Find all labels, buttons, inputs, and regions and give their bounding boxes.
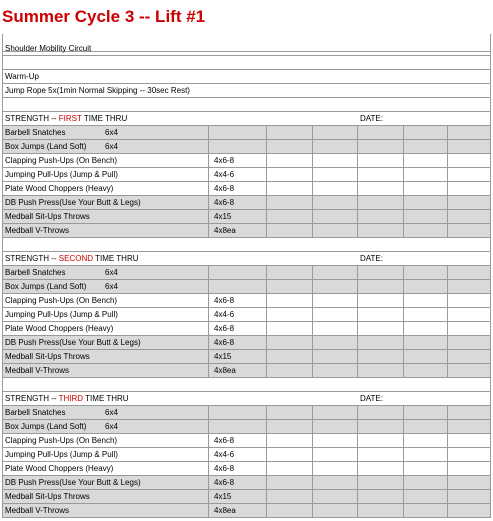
log-cell-2[interactable] <box>313 140 358 154</box>
log-cell-1[interactable] <box>267 210 313 224</box>
log-cell-3[interactable] <box>358 182 404 196</box>
exercise-sets-reps: 6x4 <box>105 422 118 431</box>
exercise-name-cell[interactable] <box>2 462 209 476</box>
log-cell-3[interactable] <box>358 140 404 154</box>
log-cell-2[interactable] <box>313 434 358 448</box>
exercise-name: Medball Sit-Ups Throws <box>5 352 90 361</box>
log-cell-3[interactable] <box>358 406 404 420</box>
log-cell-4[interactable] <box>404 420 448 434</box>
log-cell-2[interactable] <box>313 350 358 364</box>
log-cell-3[interactable] <box>358 154 404 168</box>
blank-row-3-cell[interactable] <box>2 98 491 112</box>
log-cell-1[interactable] <box>267 350 313 364</box>
log-cell-1[interactable] <box>267 266 313 280</box>
log-cell-4[interactable] <box>404 266 448 280</box>
section-suffix: TIME THRU <box>81 114 128 123</box>
log-cell-5[interactable] <box>448 336 491 350</box>
exercise-name-cell[interactable] <box>2 168 209 182</box>
sets-reps-cell[interactable] <box>209 140 267 154</box>
log-cell-1[interactable] <box>267 126 313 140</box>
exercise-name-cell[interactable] <box>2 140 209 154</box>
exercise-name: Medball V-Throws <box>5 506 70 515</box>
log-cell-1[interactable] <box>267 336 313 350</box>
exercise-row <box>2 322 491 336</box>
log-cell-1[interactable] <box>267 168 313 182</box>
exercise-row <box>2 336 491 350</box>
exercise-sets-reps: 4x6-8 <box>214 184 235 193</box>
log-cell-4[interactable] <box>404 210 448 224</box>
log-cell-4[interactable] <box>404 504 448 518</box>
log-cell-1[interactable] <box>267 476 313 490</box>
log-cell-3[interactable] <box>358 266 404 280</box>
section-header-2 <box>2 252 491 266</box>
exercise-row <box>2 140 491 154</box>
log-cell-5[interactable] <box>448 308 491 322</box>
log-cell-3[interactable] <box>358 210 404 224</box>
exercise-name: Clapping Push-Ups (On Bench) <box>5 156 118 165</box>
exercise-name-cell[interactable] <box>2 280 209 294</box>
log-cell-5[interactable] <box>448 196 491 210</box>
jump-rope-row <box>2 84 491 98</box>
log-cell-2[interactable] <box>313 294 358 308</box>
section-label <box>5 392 129 406</box>
log-cell-5[interactable] <box>448 434 491 448</box>
log-cell-3[interactable] <box>358 490 404 504</box>
exercise-name: Barbell Snatches <box>5 128 66 137</box>
log-cell-5[interactable] <box>448 294 491 308</box>
log-cell-2[interactable] <box>313 308 358 322</box>
exercise-name: Box Jumps (Land Soft) <box>5 142 87 151</box>
log-cell-2[interactable] <box>313 154 358 168</box>
log-cell-4[interactable] <box>404 280 448 294</box>
exercise-name: Medball Sit-Ups Throws <box>5 212 90 221</box>
exercise-name-cell[interactable] <box>2 126 209 140</box>
section-number: SECOND <box>58 254 94 263</box>
exercise-name-cell[interactable] <box>2 420 209 434</box>
exercise-row <box>2 434 491 448</box>
section-header-cell[interactable] <box>2 392 491 406</box>
exercise-row <box>2 154 491 168</box>
exercise-sets-reps: 4x6-8 <box>214 156 235 165</box>
log-cell-2[interactable] <box>313 196 358 210</box>
exercise-sets-reps: 4x6-8 <box>214 198 235 207</box>
shoulder-mobility-row-text: Shoulder Mobility Circuit <box>5 44 92 53</box>
log-cell-4[interactable] <box>404 224 448 238</box>
section-label <box>5 112 127 126</box>
log-cell-1[interactable] <box>267 406 313 420</box>
log-cell-1[interactable] <box>267 182 313 196</box>
sets-reps-cell[interactable] <box>209 434 267 448</box>
section-header-cell[interactable] <box>2 252 491 266</box>
section-header-1 <box>2 112 491 126</box>
section-gap-1 <box>2 238 491 252</box>
section-prefix: STRENGTH -- <box>5 114 59 123</box>
log-cell-4[interactable] <box>404 364 448 378</box>
log-cell-4[interactable] <box>404 462 448 476</box>
exercise-name-cell[interactable] <box>2 476 209 490</box>
log-cell-3[interactable] <box>358 322 404 336</box>
section-prefix: STRENGTH -- <box>5 394 59 403</box>
log-cell-1[interactable] <box>267 196 313 210</box>
log-cell-2[interactable] <box>313 476 358 490</box>
sets-reps-cell[interactable] <box>209 504 267 518</box>
log-cell-5[interactable] <box>448 126 491 140</box>
sets-reps-cell[interactable] <box>209 308 267 322</box>
log-cell-4[interactable] <box>404 406 448 420</box>
exercise-row <box>2 224 491 238</box>
exercise-name-cell[interactable] <box>2 434 209 448</box>
exercise-name: Clapping Push-Ups (On Bench) <box>5 296 118 305</box>
exercise-sets-reps: 6x4 <box>105 128 118 137</box>
log-cell-1[interactable] <box>267 364 313 378</box>
log-cell-5[interactable] <box>448 364 491 378</box>
exercise-sets-reps: 4x8ea <box>214 366 236 375</box>
exercise-name-cell[interactable] <box>2 322 209 336</box>
log-cell-1[interactable] <box>267 224 313 238</box>
section-header-3 <box>2 392 491 406</box>
exercise-row <box>2 308 491 322</box>
log-cell-3[interactable] <box>358 308 404 322</box>
sets-reps-cell[interactable] <box>209 350 267 364</box>
exercise-sets-reps: 4x15 <box>214 212 232 221</box>
log-cell-1[interactable] <box>267 322 313 336</box>
exercise-sets-reps: 4x6-8 <box>214 464 235 473</box>
exercise-sets-reps: 4x4-6 <box>214 310 235 319</box>
log-cell-1[interactable] <box>267 434 313 448</box>
sets-reps-cell[interactable] <box>209 196 267 210</box>
log-cell-5[interactable] <box>448 168 491 182</box>
log-cell-2[interactable] <box>313 336 358 350</box>
exercise-name: DB Push Press(Use Your Butt & Legs) <box>5 198 141 207</box>
sets-reps-cell[interactable] <box>209 126 267 140</box>
log-cell-3[interactable] <box>358 350 404 364</box>
sets-reps-cell[interactable] <box>209 420 267 434</box>
exercise-name-cell[interactable] <box>2 210 209 224</box>
log-cell-4[interactable] <box>404 126 448 140</box>
log-cell-2[interactable] <box>313 462 358 476</box>
log-cell-2[interactable] <box>313 322 358 336</box>
exercise-sets-reps: 4x6-8 <box>214 338 235 347</box>
log-cell-4[interactable] <box>404 140 448 154</box>
section-gap-2-cell[interactable] <box>2 378 491 392</box>
sets-reps-cell[interactable] <box>209 280 267 294</box>
exercise-sets-reps: 4x8ea <box>214 506 236 515</box>
sets-reps-cell[interactable] <box>209 490 267 504</box>
exercise-sets-reps: 4x6-8 <box>214 478 235 487</box>
log-cell-2[interactable] <box>313 490 358 504</box>
log-cell-1[interactable] <box>267 448 313 462</box>
exercise-name-cell[interactable] <box>2 224 209 238</box>
log-cell-5[interactable] <box>448 140 491 154</box>
exercise-name: Plate Wood Choppers (Heavy) <box>5 184 114 193</box>
log-cell-3[interactable] <box>358 336 404 350</box>
log-cell-2[interactable] <box>313 420 358 434</box>
log-cell-3[interactable] <box>358 126 404 140</box>
log-cell-2[interactable] <box>313 448 358 462</box>
exercise-name: Jumping Pull-Ups (Jump & Pull) <box>5 170 118 179</box>
exercise-row <box>2 504 491 518</box>
warmup-row-text: Warm-Up <box>5 72 39 81</box>
exercise-sets-reps: 4x6-8 <box>214 324 235 333</box>
exercise-row <box>2 196 491 210</box>
log-cell-5[interactable] <box>448 448 491 462</box>
exercise-sets-reps: 4x4-6 <box>214 450 235 459</box>
log-cell-4[interactable] <box>404 434 448 448</box>
log-cell-5[interactable] <box>448 266 491 280</box>
log-cell-4[interactable] <box>404 448 448 462</box>
exercise-sets-reps: 6x4 <box>105 408 118 417</box>
exercise-name-cell[interactable] <box>2 154 209 168</box>
exercise-name: Medball V-Throws <box>5 226 70 235</box>
section-number: THIRD <box>58 394 84 403</box>
warmup-row <box>2 70 491 84</box>
log-cell-2[interactable] <box>313 266 358 280</box>
log-cell-4[interactable] <box>404 490 448 504</box>
log-cell-1[interactable] <box>267 420 313 434</box>
exercise-name: Plate Wood Choppers (Heavy) <box>5 464 114 473</box>
blank-row-2-cell[interactable] <box>2 56 491 70</box>
exercise-row <box>2 406 491 420</box>
sets-reps-cell[interactable] <box>209 406 267 420</box>
log-cell-1[interactable] <box>267 280 313 294</box>
exercise-row <box>2 490 491 504</box>
log-cell-2[interactable] <box>313 504 358 518</box>
exercise-name: Box Jumps (Land Soft) <box>5 422 87 431</box>
section-label <box>5 252 139 266</box>
log-cell-3[interactable] <box>358 462 404 476</box>
exercise-name: Jumping Pull-Ups (Jump & Pull) <box>5 450 118 459</box>
exercise-row <box>2 462 491 476</box>
log-cell-3[interactable] <box>358 168 404 182</box>
exercise-row <box>2 168 491 182</box>
log-cell-3[interactable] <box>358 504 404 518</box>
shoulder-mobility-row <box>2 42 491 56</box>
log-cell-5[interactable] <box>448 154 491 168</box>
exercise-row <box>2 266 491 280</box>
jump-rope-row-text: Jump Rope 5x(1min Normal Skipping -- 30sec Rest) <box>5 86 190 95</box>
jump-rope-row-cell[interactable] <box>2 84 491 98</box>
sets-reps-cell[interactable] <box>209 182 267 196</box>
exercise-name-cell[interactable] <box>2 182 209 196</box>
exercise-name-cell[interactable] <box>2 406 209 420</box>
exercise-name: DB Push Press(Use Your Butt & Legs) <box>5 478 141 487</box>
exercise-row <box>2 350 491 364</box>
log-cell-5[interactable] <box>448 322 491 336</box>
log-cell-1[interactable] <box>267 154 313 168</box>
exercise-name: Clapping Push-Ups (On Bench) <box>5 436 118 445</box>
log-cell-2[interactable] <box>313 126 358 140</box>
exercise-name-cell[interactable] <box>2 266 209 280</box>
sets-reps-cell[interactable] <box>209 336 267 350</box>
exercise-row <box>2 294 491 308</box>
log-cell-2[interactable] <box>313 168 358 182</box>
log-cell-1[interactable] <box>267 504 313 518</box>
exercise-row <box>2 420 491 434</box>
date-label: DATE: <box>360 394 383 403</box>
log-cell-4[interactable] <box>404 350 448 364</box>
exercise-sets-reps: 4x6-8 <box>214 436 235 445</box>
exercise-name-cell[interactable] <box>2 504 209 518</box>
sets-reps-cell[interactable] <box>209 154 267 168</box>
exercise-name-cell[interactable] <box>2 294 209 308</box>
log-cell-3[interactable] <box>358 294 404 308</box>
log-cell-5[interactable] <box>448 476 491 490</box>
exercise-name: Jumping Pull-Ups (Jump & Pull) <box>5 310 118 319</box>
sets-reps-cell[interactable] <box>209 224 267 238</box>
log-cell-4[interactable] <box>404 168 448 182</box>
blank-row-3 <box>2 98 491 112</box>
section-number: FIRST <box>58 114 82 123</box>
exercise-row <box>2 364 491 378</box>
sets-reps-cell[interactable] <box>209 266 267 280</box>
log-cell-2[interactable] <box>313 210 358 224</box>
sets-reps-cell[interactable] <box>209 448 267 462</box>
sets-reps-cell[interactable] <box>209 168 267 182</box>
log-cell-3[interactable] <box>358 280 404 294</box>
exercise-row <box>2 476 491 490</box>
exercise-row <box>2 280 491 294</box>
log-cell-1[interactable] <box>267 140 313 154</box>
log-cell-4[interactable] <box>404 476 448 490</box>
exercise-sets-reps: 6x4 <box>105 142 118 151</box>
log-cell-4[interactable] <box>404 154 448 168</box>
exercise-name-cell[interactable] <box>2 350 209 364</box>
section-suffix: TIME THRU <box>93 254 139 263</box>
date-label: DATE: <box>360 114 383 123</box>
log-cell-2[interactable] <box>313 224 358 238</box>
log-cell-3[interactable] <box>358 196 404 210</box>
log-cell-5[interactable] <box>448 280 491 294</box>
sets-reps-cell[interactable] <box>209 322 267 336</box>
log-cell-5[interactable] <box>448 182 491 196</box>
exercise-sets-reps: 6x4 <box>105 282 118 291</box>
exercise-sets-reps: 4x4-6 <box>214 170 235 179</box>
sets-reps-cell[interactable] <box>209 210 267 224</box>
sets-reps-cell[interactable] <box>209 294 267 308</box>
log-cell-3[interactable] <box>358 420 404 434</box>
section-gap-1-cell[interactable] <box>2 238 491 252</box>
exercise-name-cell[interactable] <box>2 448 209 462</box>
exercise-name: Medball Sit-Ups Throws <box>5 492 90 501</box>
log-cell-5[interactable] <box>448 350 491 364</box>
section-prefix: STRENGTH -- <box>5 254 59 263</box>
exercise-name: Plate Wood Choppers (Heavy) <box>5 324 114 333</box>
exercise-sets-reps: 4x8ea <box>214 226 236 235</box>
log-cell-5[interactable] <box>448 210 491 224</box>
log-cell-1[interactable] <box>267 490 313 504</box>
exercise-name: Box Jumps (Land Soft) <box>5 282 87 291</box>
exercise-sets-reps: 6x4 <box>105 268 118 277</box>
log-cell-5[interactable] <box>448 490 491 504</box>
shoulder-mobility-row-cell[interactable] <box>2 42 491 56</box>
exercise-sets-reps: 4x6-8 <box>214 296 235 305</box>
section-gap-2 <box>2 378 491 392</box>
date-label: DATE: <box>360 254 383 263</box>
exercise-sets-reps: 4x15 <box>214 492 232 501</box>
log-cell-1[interactable] <box>267 308 313 322</box>
exercise-row <box>2 182 491 196</box>
log-cell-3[interactable] <box>358 224 404 238</box>
exercise-name: Barbell Snatches <box>5 268 66 277</box>
log-cell-3[interactable] <box>358 364 404 378</box>
exercise-row <box>2 126 491 140</box>
exercise-name-cell[interactable] <box>2 308 209 322</box>
exercise-name-cell[interactable] <box>2 196 209 210</box>
exercise-row <box>2 210 491 224</box>
log-cell-3[interactable] <box>358 448 404 462</box>
log-cell-4[interactable] <box>404 196 448 210</box>
section-suffix: TIME THRU <box>83 394 129 403</box>
log-cell-4[interactable] <box>404 182 448 196</box>
log-cell-5[interactable] <box>448 504 491 518</box>
log-cell-1[interactable] <box>267 294 313 308</box>
exercise-name: DB Push Press(Use Your Butt & Legs) <box>5 338 141 347</box>
log-cell-2[interactable] <box>313 182 358 196</box>
exercise-row <box>2 448 491 462</box>
log-cell-5[interactable] <box>448 406 491 420</box>
exercise-name: Medball V-Throws <box>5 366 70 375</box>
blank-row-2 <box>2 56 491 70</box>
log-cell-3[interactable] <box>358 434 404 448</box>
log-cell-4[interactable] <box>404 308 448 322</box>
sets-reps-cell[interactable] <box>209 476 267 490</box>
log-cell-5[interactable] <box>448 420 491 434</box>
log-cell-5[interactable] <box>448 224 491 238</box>
log-cell-2[interactable] <box>313 364 358 378</box>
log-cell-4[interactable] <box>404 294 448 308</box>
exercise-name: Barbell Snatches <box>5 408 66 417</box>
exercise-name-cell[interactable] <box>2 490 209 504</box>
log-cell-4[interactable] <box>404 322 448 336</box>
log-cell-5[interactable] <box>448 462 491 476</box>
exercise-sets-reps: 4x15 <box>214 352 232 361</box>
sets-reps-cell[interactable] <box>209 364 267 378</box>
log-cell-3[interactable] <box>358 476 404 490</box>
log-cell-1[interactable] <box>267 462 313 476</box>
sets-reps-cell[interactable] <box>209 462 267 476</box>
sheet-title: Summer Cycle 3 -- Lift #1 <box>2 7 206 26</box>
exercise-name-cell[interactable] <box>2 364 209 378</box>
log-cell-4[interactable] <box>404 336 448 350</box>
section-header-cell[interactable] <box>2 112 491 126</box>
log-cell-2[interactable] <box>313 280 358 294</box>
exercise-name-cell[interactable] <box>2 336 209 350</box>
log-cell-2[interactable] <box>313 406 358 420</box>
warmup-row-cell[interactable] <box>2 70 491 84</box>
